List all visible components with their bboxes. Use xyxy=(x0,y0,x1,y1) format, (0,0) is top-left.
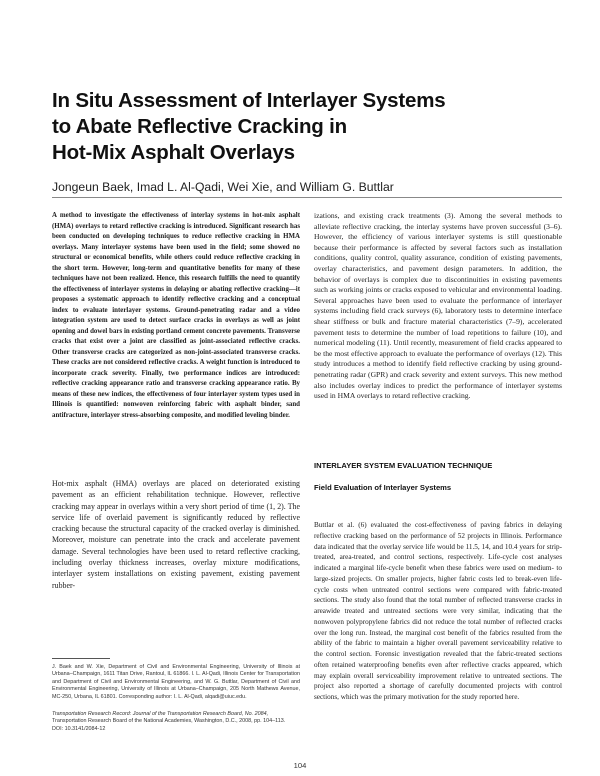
doi: DOI: 10.3141/2084-12 xyxy=(52,725,106,732)
title-line: to Abate Reflective Cracking in xyxy=(52,115,347,138)
journal-citation xyxy=(52,711,300,733)
title-line: Hot-Mix Asphalt Overlays xyxy=(52,141,295,164)
introduction-text xyxy=(52,478,300,591)
journal-name: Transportation Research Record: Journal of the Transportation Research Board, No. 2084, xyxy=(52,711,269,717)
abstract xyxy=(52,211,300,421)
right-column-intro-continuation xyxy=(314,211,562,402)
journal-details: Transportation Research Board of the National Academies, Washington, D.C., 2008, pp. 104–113. xyxy=(52,718,286,725)
intro-continuation-paragraph: izations, and existing crack treatments (3). Among the several methods to alleviate reflective cracking, the interlay systems have proven successful (3–6). However, the efficiency of various interlayer systems is still questionable because their performance is affected by several factors such as installation conditions, quality control, quality assurance, condition of existing pavements, overlay characteristics, and pavement design parameters. In addition, the behavior of overlays is complex due to discontinuities in existing pavements such as working joints or cracks exposed to vehicular and environmental loading. Several approaches have been used to evaluate the performance of interlayer systems including field crack surveys (6), laboratory tests to determine interface shear stiffness or bulk and fracture material characteristics (7–9), accelerated pavement tests to determine the number of load repetitions to failure (10), and numerical modeling (11). Until recently, measurement of field cracks appeared to be the most effective approach to evaluate the performance of overlays (12). This study introduces a method to identify field reflective cracking by using ground-penetrating radar (GPR) and crack severity and extent surveys. This new method also includes overlay indices to predict the performance of interlayer systems used in HMA overlays to retard reflective cracking. xyxy=(314,211,562,401)
page-number: 104 xyxy=(293,761,307,770)
author-list: Jongeun Baek, Imad L. Al-Qadi, Wei Xie, and William G. Buttlar xyxy=(52,180,394,194)
paper-title xyxy=(52,88,552,166)
title-divider xyxy=(52,197,562,198)
intro-paragraph: Hot-mix asphalt (HMA) overlays are placed on deteriorated existing pavement as an efficient rehabilitation technique. However, reflective cracking may appear in overlays within a very short period of time (1, 2). The service life of overlaid pavement is significantly reduced by reflective cracking because the structural capacity of the cracked overlay is diminished. Moreover, moisture can penetrate into the crack and accelerate pavement damage. Several technologies have been used to retard reflective cracking, including overlay thickness increases, overlay mixture modifications, interlayer system installations on existing pavement, existing pavement rubber- xyxy=(52,479,300,590)
section-heading: INTERLAYER SYSTEM EVALUATION TECHNIQUE xyxy=(314,461,493,470)
field-evaluation-paragraph: Buttlar et al. (6) evaluated the cost-effectiveness of paving fabrics in delaying reflective cracking based on the performance of 52 projects in Illinois. Performance data indicated that the overlay service life would be 11.5, 14, and 10.4 years for strip-treated, area-treated, and control sections, respectively. Life-cycle cost analyses indicated a marginal life-cycle benefit when these fabrics were used on medium- to large-sized projects. On smaller projects, higher fabric costs led to break-even life-cycle costs when untreated control sections were compared with fabric-treated sections. The study also found that the total number of reflected transverse cracks in areawide treated and untreated sections were very similar, indicating that the nonwoven polypropylene fabrics did not reduce the total number of reflected cracks over the long run. Instead, the marginal cost benefit of the fabrics resulted from the ability of the fabric to maintain a higher overall pavement serviceability relative to the control section. Forensic investigation revealed that the fabric-treated sections often retained waterproofing benefits even after reflective cracks appeared, which may explain overall serviceability improvement relative to untreated sections. The project also reported a shortage of carefully documented projects with control sections, which was the primary motivation for the study reported here. xyxy=(314,521,562,701)
field-evaluation-text xyxy=(314,520,562,703)
author-affiliations: J. Baek and W. Xie, Department of Civil and Environmental Engineering, University of Illinois at Urbana–Champaign, 1611 Titan Drive, Rantoul, IL 61866. I. L. Al-Qadi, Illinois Center for Transportation and Department of Civil and Environmental Engineering, and W. G. Buttlar, Department of Civil and Environmental Engineering, University of Illinois at Urbana–Champaign, 205 North Mathews Avenue, MC-250, Urbana, IL 61801. Corresponding author: I. L. Al-Qadi, alqadi@uiuc.edu. xyxy=(52,664,300,700)
title-line: In Situ Assessment of Interlayer Systems xyxy=(52,89,446,112)
subsection-heading: Field Evaluation of Interlayer Systems xyxy=(314,483,452,492)
abstract-text: A method to investigate the effectiveness of interlay systems in hot-mix asphalt (HMA) overlays to retard reflective cracking is introduced. Significant research has been conducted on developing techniques to reduce reflective cracking in HMA overlays. Many interlayer systems have been used in the field; some showed no structural or economical benefits, while others could reduce reflective cracking in the short term. However, long-term and quantitative benefits for many of these techniques have not been realized. Hence, this research fulfills the need to quantify the effectiveness of interlayer systems in delaying or abating reflective cracking—it proposes a systematic approach to identify reflective cracking and a conceptual index to evaluate interlayer systems. Ground-penetrating radar and a video integration system are used to detect surface cracks in overlays as well as joint opening and dowel bars in existing portland cement concrete pavements. Transverse cracks that exist over a joint are classified as joint-associated reflective cracks. Other transverse cracks are categorized as non-joint-associated transverse cracks. These cracks are not considered reflective cracks. A weight function is introduced to incorporate crack severity. Finally, two performance indices are introduced: reflective cracking appearance ratio and transverse cracking appearance ratio. By means of these new indices, the effectiveness of four interlayer system types used in Illinois is quantified: nonwoven reinforcing fabric with asphalt binder, sand antifracture, interlayer stress-absorbing composite, and modified leveling binder. xyxy=(52,212,300,419)
footnote-divider xyxy=(52,658,110,659)
